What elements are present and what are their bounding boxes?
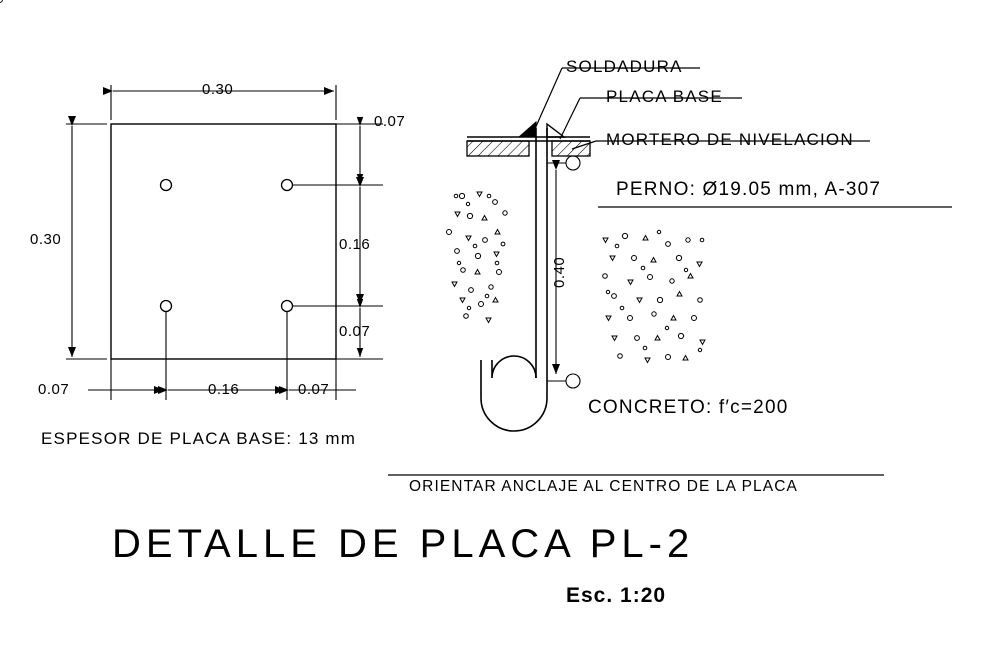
leader-weld	[534, 68, 562, 131]
dim-label-right-top-edge: 0.07	[374, 113, 406, 130]
dim-label-bottom-left-edge: 0.07	[38, 381, 70, 398]
leveling-mortar-hatch	[467, 141, 590, 156]
bolt-hole-top-right	[282, 180, 293, 191]
dim-label-right-bottom-edge: 0.07	[339, 323, 371, 340]
drawing-scale: Esc. 1:20	[566, 584, 667, 607]
label-base-plate: PLACA BASE	[606, 87, 723, 106]
weld-symbol	[519, 122, 536, 137]
plate-outline	[111, 124, 336, 359]
concrete-stipple-right	[0, 0, 705, 362]
bolt-hole-bottom-right	[282, 301, 293, 312]
label-bolt-spec: PERNO: Ø19.05 mm, A-307	[616, 179, 882, 200]
dim-label-right-spacing: 0.16	[339, 236, 371, 253]
note-anchor-orientation: ORIENTAR ANCLAJE AL CENTRO DE LA PLACA	[409, 478, 798, 495]
label-leveling-mortar: MORTERO DE NIVELACION	[606, 130, 854, 149]
bolt-hole-top-left	[161, 180, 172, 191]
label-weld: SOLDADURA	[566, 57, 683, 76]
dim-label-embed-depth: 0.40	[551, 256, 568, 288]
dim-label-left-height: 0.30	[30, 231, 62, 248]
concrete-stipple-left	[447, 192, 508, 323]
anchor-hook-inner	[492, 356, 536, 378]
leader-base-plate	[560, 98, 580, 139]
dim-label-bottom-right-edge: 0.07	[298, 381, 330, 398]
drawing-title: DETALLE DE PLACA PL-2	[112, 522, 695, 566]
note-plate-thickness: ESPESOR DE PLACA BASE: 13 mm	[41, 429, 357, 448]
dim-label-bottom-spacing: 0.16	[208, 381, 240, 398]
anchor-hook-outer	[481, 360, 547, 431]
label-concrete-spec: CONCRETO: f′c=200	[588, 397, 789, 418]
bolt-hole-bottom-left	[161, 301, 172, 312]
dim-label-top-width: 0.30	[202, 81, 234, 98]
